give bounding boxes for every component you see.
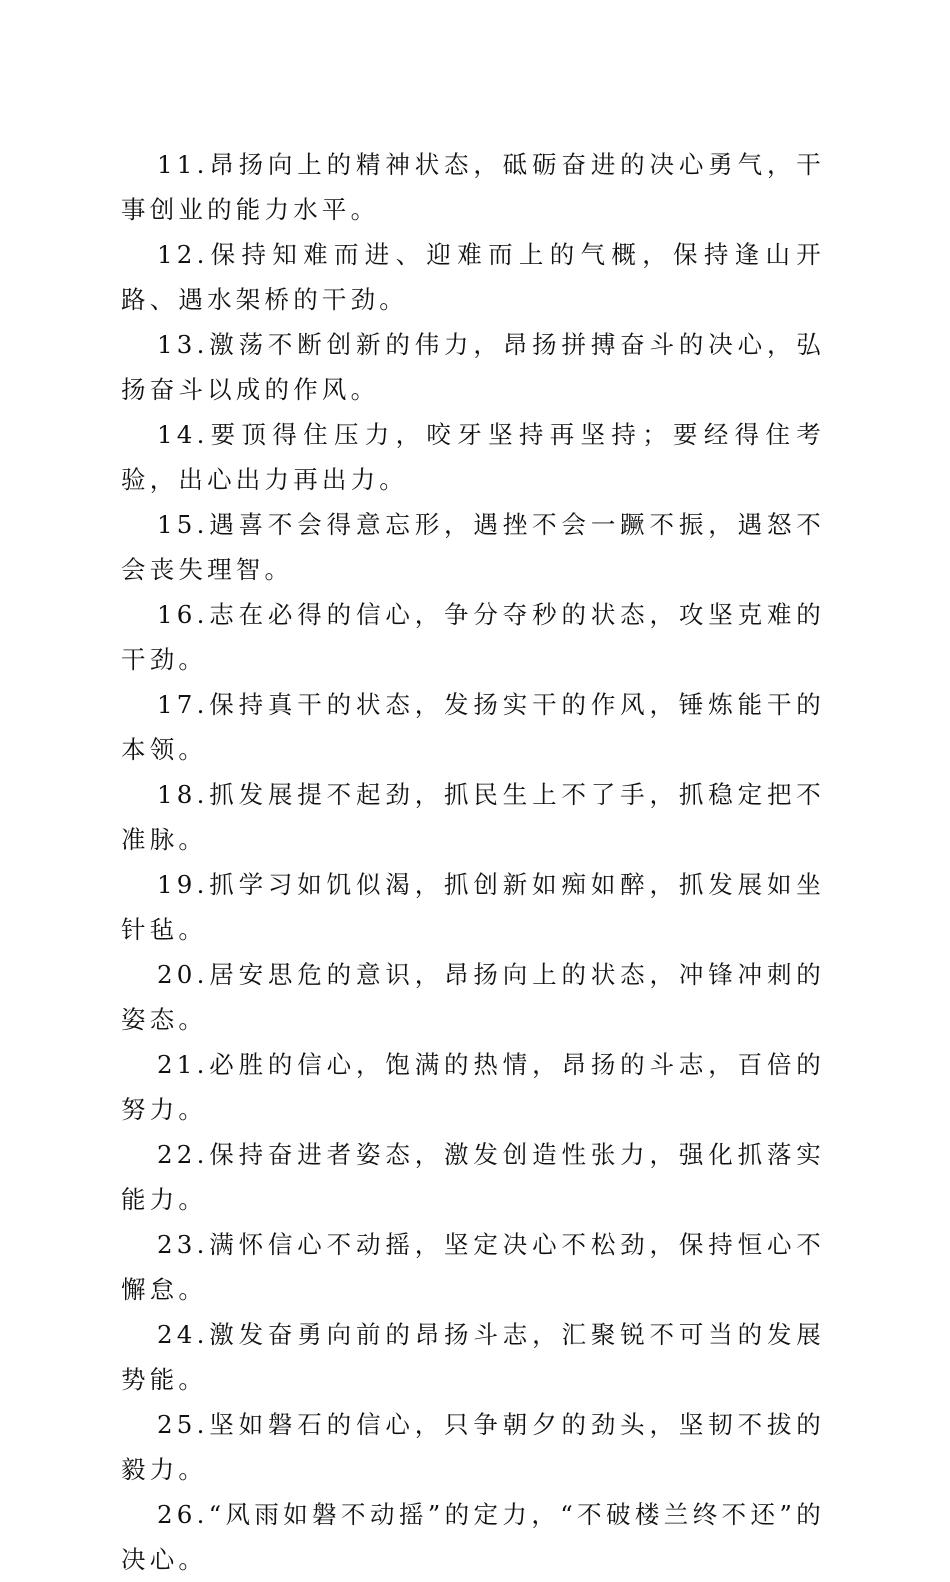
list-item: 25.坚如磐石的信心，只争朝夕的劲头，坚韧不拔的毅力。 — [121, 1410, 825, 1484]
list-item: 14.要顶得住压力，咬牙坚持再坚持；要经得住考验，出心出力再出力。 — [121, 420, 825, 494]
list-item: 26.“风雨如磐不动摇”的定力，“不破楼兰终不还”的决心。 — [121, 1500, 825, 1574]
list-item: 18.抓发展提不起劲，抓民生上不了手，抓稳定把不准脉。 — [121, 780, 825, 854]
list-item: 20.居安思危的意识，昂扬向上的状态，冲锋冲刺的姿态。 — [121, 960, 825, 1034]
list-item: 13.激荡不断创新的伟力，昂扬拼搏奋斗的决心，弘扬奋斗以成的作风。 — [121, 330, 825, 404]
list-item: 19.抓学习如饥似渴，抓创新如痴如醉，抓发展如坐针毡。 — [121, 870, 825, 944]
list-item: 23.满怀信心不动摇，坚定决心不松劲，保持恒心不懈怠。 — [121, 1230, 825, 1304]
list-item: 11.昂扬向上的精神状态，砥砺奋进的决心勇气，干事创业的能力水平。 — [121, 150, 825, 224]
list-item: 15.遇喜不会得意忘形，遇挫不会一蹶不振，遇怒不会丧失理智。 — [121, 510, 825, 584]
list-item: 12.保持知难而进、迎难而上的气概，保持逢山开路、遇水架桥的干劲。 — [121, 240, 825, 314]
list-item: 24.激发奋勇向前的昂扬斗志，汇聚锐不可当的发展势能。 — [121, 1320, 825, 1394]
list-item: 22.保持奋进者姿态，激发创造性张力，强化抓落实能力。 — [121, 1140, 825, 1214]
list-item: 21.必胜的信心，饱满的热情，昂扬的斗志，百倍的努力。 — [121, 1050, 825, 1124]
list-item: 17.保持真干的状态，发扬实干的作风，锤炼能干的本领。 — [121, 690, 825, 764]
document-body — [121, 142, 825, 1582]
list-item: 16.志在必得的信心，争分夺秒的状态，攻坚克难的干劲。 — [121, 600, 825, 674]
